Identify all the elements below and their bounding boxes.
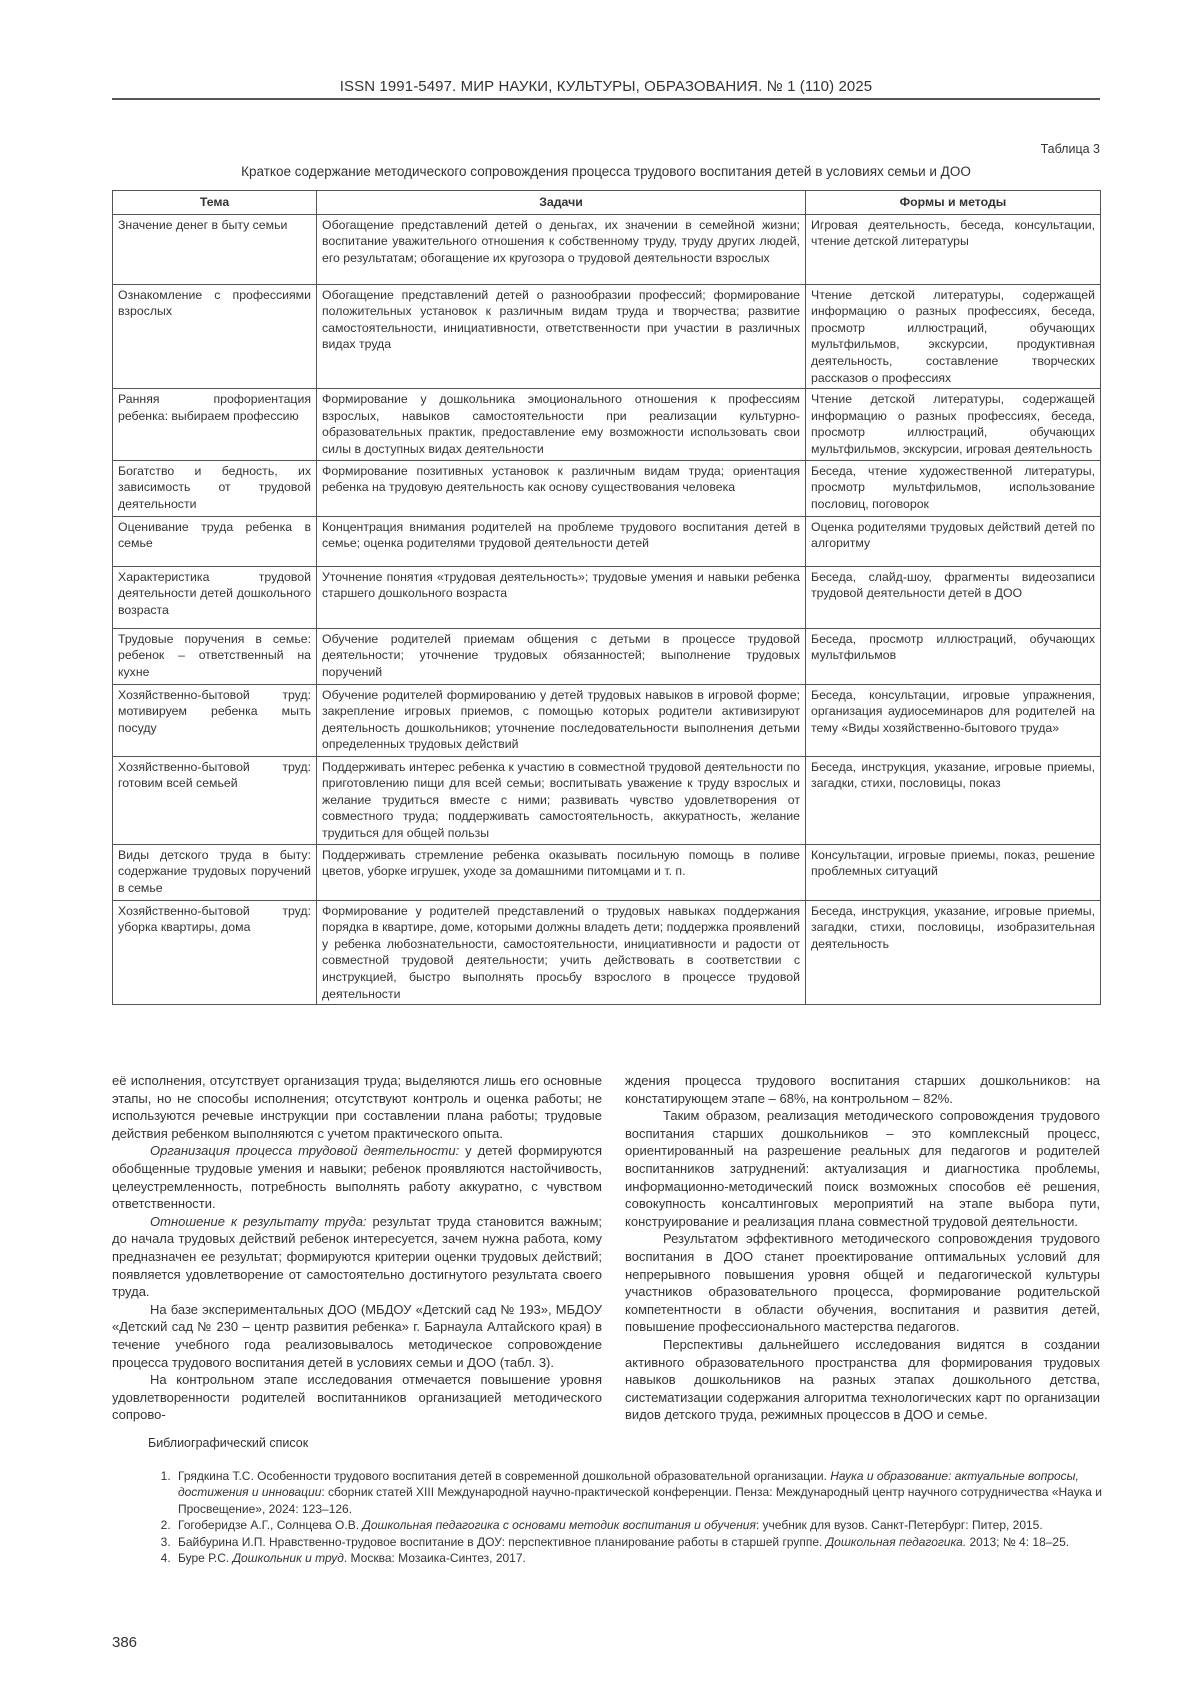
body-paragraph: ждения процесса трудового воспитания старших дошкольников: на констатирующем этапе – 68%, на контрольном – 82%. — [625, 1073, 1100, 1106]
reference-text: . Москва: Мозаика-Синтез, 2017. — [343, 1551, 526, 1566]
cell-methods: Беседа, инструкция, указание, игровые приемы, загадки, стихи, пословицы, показ — [806, 756, 1101, 844]
cell-topic: Богатство и бедность, их зависимость от трудовой деятельности — [113, 460, 317, 516]
cell-topic: Ранняя профориентация ребенка: выбираем профессию — [113, 389, 317, 460]
reference-item — [174, 1550, 1126, 1566]
cell-tasks: Формирование у родителей представлений о трудовых навыках поддержания порядка в квартире, доме, которыми должны владеть дети; поддержка проявлений у ребенка любознательности, самостоятельности, инициативности и радости от совместной трудовой деятельности; учить действовать в соответствии с инструкцией, быстро выполнять просьбу взрослого в процессе трудовой деятельности — [317, 900, 806, 1005]
body-column-right — [625, 1072, 1100, 1424]
cell-topic: Характеристика трудовой деятельности детей дошкольного возраста — [113, 566, 317, 628]
reference-source-italic: Дошкольная педагогика. — [825, 1534, 967, 1549]
reference-item — [174, 1534, 1126, 1550]
paragraph-text: результат труда становится важным; до начала трудовых действий ребенок интересуется, зачем нужна работа, кому предназначен ее результат; формируются критерии оценки трудовых действий; появляется удовлетворение от самостоятельно достигнутого результата своего труда. — [112, 1213, 602, 1300]
body-paragraph: Результатом эффективного методического сопровождения трудового воспитания в ДОО станет проектирование оптимальных условий для непрерывного повышения уровня общей и педагогической культуры участников образовательного процесса, формирование родительской компетентности в области обучения, воспитания и развития детей, повышение профессионального мастерства педагогов. — [625, 1231, 1100, 1335]
reference-text: Грядкина Т.С. Особенности трудового воспитания детей в современной дошкольной образовательной организации. — [178, 1469, 831, 1483]
column-header-tasks: Задачи — [317, 191, 806, 215]
methodology-table — [112, 190, 1101, 1005]
cell-topic: Трудовые поручения в семье: ребенок – ответственный на кухне — [113, 628, 317, 684]
cell-topic: Хозяйственно-бытовой труд: уборка квартиры, дома — [113, 900, 317, 1005]
references-list — [148, 1468, 1126, 1566]
cell-tasks: Формирование у дошкольника эмоционального отношения к профессиям взрослых, навыков самостоятельности при реализации культурно-образовательных практик, предоставление ему возможности использовать свои силы в доступных видах деятельности — [317, 389, 806, 460]
cell-topic: Оценивание труда ребенка в семье — [113, 516, 317, 566]
cell-methods: Беседа, инструкция, указание, игровые приемы, загадки, стихи, пословицы, изобразительная деятельность — [806, 900, 1101, 1005]
cell-tasks: Обучение родителей приемам общения с детьми в процессе трудовой деятельности; уточнение трудовых обязанностей; выполнение трудовых поручений — [317, 628, 806, 684]
table-row — [113, 684, 1101, 756]
paragraph-text: На базе экспериментальных ДОО (МБДОУ «Детский сад № 193», МБДОУ «Детский сад № 230 – центр развития ребенка» г. Барнаула Алтайского края) в течение учебного года реализовывалось методическое сопровождение процесса трудового воспитания детей в условиях семьи и ДОО (табл. 3). — [112, 1301, 602, 1370]
body-column-left — [112, 1072, 602, 1424]
cell-methods: Беседа, слайд-шоу, фрагменты видеозаписи трудовой деятельности детей в ДОО — [806, 566, 1101, 628]
paragraph-lead-italic: Организация процесса трудовой деятельности: — [150, 1143, 460, 1159]
table-row — [113, 516, 1101, 566]
cell-topic: Значение денег в быту семьи — [113, 214, 317, 284]
cell-methods: Беседа, консультации, игровые упражнения, организация аудиосеминаров для родителей на тему «Виды хозяйственно-бытового труда» — [806, 684, 1101, 756]
body-paragraph — [112, 1301, 602, 1371]
reference-text: Байбурина И.П. Нравственно-трудовое воспитание в ДОУ: перспективное планирование работы в старшей группе. — [178, 1534, 826, 1549]
table-row — [113, 214, 1101, 284]
paragraph-lead-italic: Отношение к результату труда: — [150, 1213, 367, 1229]
running-head: ISSN 1991-5497. МИР НАУКИ, КУЛЬТУРЫ, ОБРАЗОВАНИЯ. № 1 (110) 2025 — [339, 78, 873, 95]
reference-item — [174, 1517, 1126, 1533]
column-header-methods: Формы и методы — [806, 191, 1101, 215]
paragraph-text: у детей формируются обобщенные трудовые умения и навыки; ребенок проявляются настойчивость, целеустремленность, потребность выполнять работу аккуратно, с чувством ответственности. — [112, 1143, 602, 1212]
cell-tasks: Уточнение понятия «трудовая деятельность»; трудовые умения и навыки ребенка старшего дошкольного возраста — [317, 566, 806, 628]
cell-methods: Беседа, просмотр иллюстраций, обучающих мультфильмов — [806, 628, 1101, 684]
cell-tasks: Поддерживать стремление ребенка оказывать посильную помощь в поливе цветов, уборке игрушек, уходе за домашними питомцами и т. п. — [317, 844, 806, 900]
cell-methods: Игровая деятельность, беседа, консультации, чтение детской литературы — [806, 214, 1101, 284]
cell-topic: Хозяйственно-бытовой труд: мотивируем ребенка мыть посуду — [113, 684, 317, 756]
table-row — [113, 566, 1101, 628]
cell-methods: Чтение детской литературы, содержащей информацию о разных профессиях, беседа, просмотр иллюстраций, обучающих мультфильмов, экскурсии, игровая деятельность — [806, 389, 1101, 460]
table-row — [113, 628, 1101, 684]
table-row — [113, 844, 1101, 900]
table-label: Таблица 3 — [1040, 142, 1100, 156]
reference-text: : учебник для вузов. Санкт-Петербург: Питер, 2015. — [755, 1518, 1043, 1533]
reference-text: 2013; № 4: 18–25. — [966, 1534, 1070, 1549]
references-title: Библиографический список — [148, 1436, 309, 1450]
table-row — [113, 900, 1101, 1005]
table-row — [113, 389, 1101, 460]
cell-topic: Виды детского труда в быту: содержание трудовых поручений в семье — [113, 844, 317, 900]
body-paragraph: Таким образом, реализация методического сопровождения трудового воспитания старших дошкольников – это комплексный процесс, ориентированный на разрешение реальных для педагогов и родителей воспитанников затруднений: актуализация и диагностика проблемы, информационно-методический поиск возможных способов её решения, совокупность консалтинговых мероприятий на этапе выбора пути, конструирование и реализация плана совместной трудовой деятельности. — [625, 1108, 1100, 1229]
cell-tasks: Обучение родителей формированию у детей трудовых навыков в игровой форме; закрепление игровых приемов, с помощью которых родители активизируют деятельность дошкольников; уточнение последовательности выполнения детьми определенных трудовых действий — [317, 684, 806, 756]
reference-text: Гогоберидзе А.Г., Солнцева О.В. — [178, 1518, 363, 1533]
table-row — [113, 756, 1101, 844]
cell-tasks: Концентрация внимания родителей на проблеме трудового воспитания детей в семье; оценка родителями трудовой деятельности детей — [317, 516, 806, 566]
cell-methods: Консультации, игровые приемы, показ, решение проблемных ситуаций — [806, 844, 1101, 900]
page-number: 386 — [112, 1634, 138, 1651]
cell-tasks: Обогащение представлений детей о разнообразии профессий; формирование положительных установок к различным видам труда и творчества; развитие самостоятельности, инициативности, ответственности при участии в различных видах труда — [317, 284, 806, 389]
column-header-topic: Тема — [113, 191, 317, 215]
cell-topic: Ознакомление с профессиями взрослых — [113, 284, 317, 389]
paragraph-text: На контрольном этапе исследования отмечается повышение уровня удовлетворенности родителей воспитанников организацией методического сопрово- — [112, 1372, 602, 1423]
body-paragraph — [112, 1072, 602, 1142]
body-paragraph — [112, 1142, 602, 1212]
cell-topic: Хозяйственно-бытовой труд: готовим всей семьей — [113, 756, 317, 844]
reference-text: Буре Р.С. — [178, 1551, 233, 1566]
body-paragraph — [112, 1371, 602, 1424]
cell-methods: Беседа, чтение художественной литературы, просмотр мультфильмов, использование пословиц, поговорок — [806, 460, 1101, 516]
cell-tasks: Поддерживать интерес ребенка к участию в совместной трудовой деятельности по приготовлению пищи для всей семьи; воспитывать уважение к труду взрослых и желание трудиться вместе с ними; развивать чувство удовлетворения от совместного труда; поддерживать самостоятельность, аккуратность, желание трудиться для общей пользы — [317, 756, 806, 844]
table-row — [113, 284, 1101, 389]
table-row — [113, 460, 1101, 516]
reference-source-italic: Дошкольник и труд — [232, 1551, 344, 1566]
cell-tasks: Формирование позитивных установок к различным видам труда; ориентация ребенка на трудовую деятельность как основу существования человека — [317, 460, 806, 516]
header-rule — [112, 98, 1100, 100]
cell-tasks: Обогащение представлений детей о деньгах, их значении в семейной жизни; воспитание уважительного отношения к собственному труду, труду других людей, его результатам; обогащение их кругозора о трудовой деятельности взрослых — [317, 214, 806, 284]
cell-methods: Чтение детской литературы, содержащей информацию о разных профессиях, беседа, просмотр иллюстраций, обучающих мультфильмов, экскурсии, продуктивная деятельность, составление творческих рассказов о профессиях — [806, 284, 1101, 389]
reference-source-italic: Наука и образование: актуальные вопросы, достижения и инновации — [178, 1469, 1079, 1500]
body-paragraph — [112, 1213, 602, 1301]
paragraph-text: её исполнения, отсутствует организация труда; выделяются лишь его основные этапы, но не способы исполнения; отсутствуют контроль и оценка работы; не используются речевые инструкции при составлении плана работы; трудовые действия ребенком выполняются с учетом практического опыта. — [112, 1073, 602, 1141]
table-caption: Краткое содержание методического сопровождения процесса трудового воспитания детей в условиях семьи и ДОО — [241, 164, 971, 179]
reference-source-italic: Дошкольная педагогика с основами методик воспитания и обучения — [362, 1518, 756, 1533]
table-header-row — [113, 191, 1101, 215]
body-paragraph: Перспективы дальнейшего исследования видятся в создании активного образовательного пространства для формирования трудовых навыков дошкольников на разных этапах дошкольного детства, систематизации содержания алгоритма технологических карт по организации видов детского труда, режимных процессов в ДОО и семье. — [625, 1336, 1100, 1423]
reference-text: : сборник статей XIII Международной научно-практической конференции. Пенза: Международный центр научного сотрудничества «Наука и Просвещение», 2024: 123–126. — [178, 1485, 1102, 1516]
cell-methods: Оценка родителями трудовых действий детей по алгоритму — [806, 516, 1101, 566]
reference-item — [174, 1468, 1126, 1517]
